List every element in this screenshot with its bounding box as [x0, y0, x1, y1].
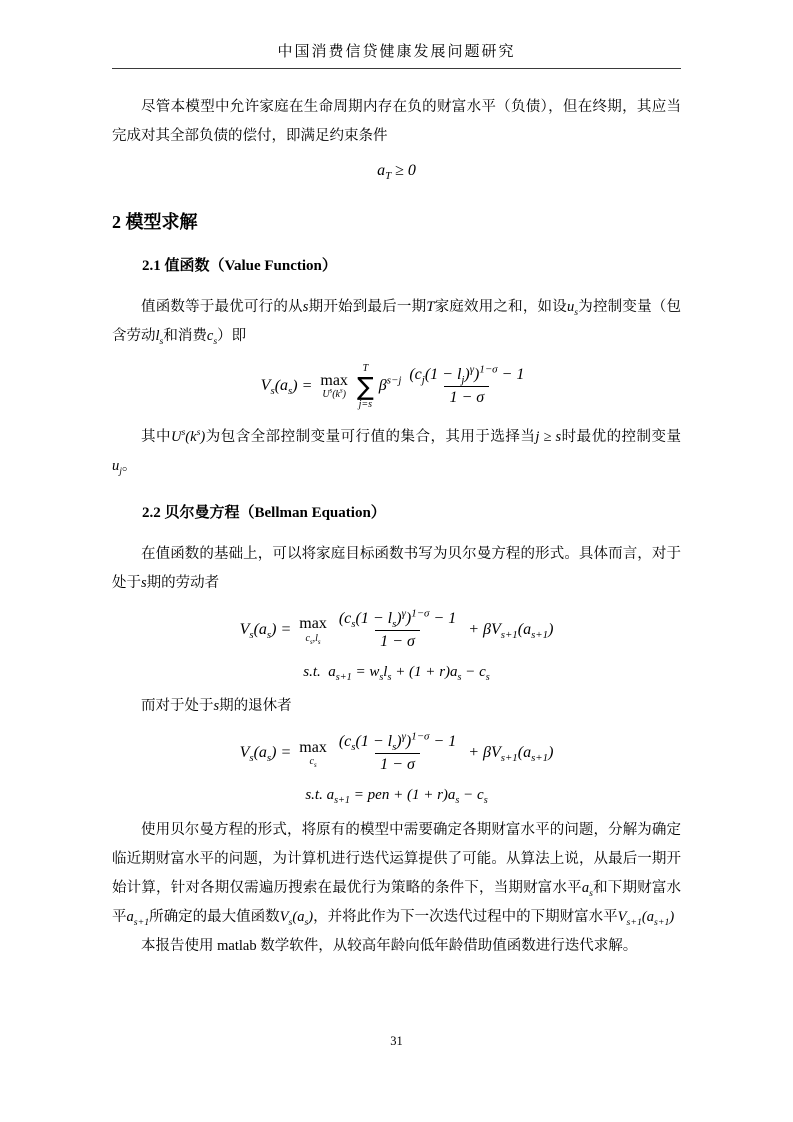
- equation-bellman-worker: $V_s(a_s)$ = max $c_s,l_s$ $\frac{(c_s(1 - l_s)^\gamma)^{1-\sigma} - 1}{1 - \sigma}$ + $\beta V_{s+1}(a_{s+1})$: [112, 608, 681, 653]
- section-heading-model-solution: 2 模型求解: [112, 211, 198, 232]
- paragraph-terminal-debt: 尽管本模型中允许家庭在生命周期内存在负的财富水平（负债），但在终期，其应当完成对其全部负债的偿付，即满足约束条件: [112, 99, 681, 144]
- header-divider: [112, 68, 681, 69]
- paragraph-iteration-method: 使用贝尔曼方程的形式，将原有的模型中需要确定各期财富水平的问题，分解为确定临近期财富水平的问题，为计算机进行迭代运算提供了可能。从算法上说，从最后一期开始计算，针对各期仅需遍历搜索在最优行为策略的条件下，当期财富水平$a_s$和下期财富水平$a_{s+1}$所确定的最大值函数$V_s(a_s)$，并将此作为下一次迭代过程中的下期财富水平$V_{s+1}(a_{s+1})$: [112, 821, 681, 928]
- paragraph-control-set: 其中$U^s(k^s)$为包含全部控制变量可行值的集合，其用于选择当j ≥ s时最优的控制变量$u_j$。: [112, 426, 682, 477]
- page-number: 31: [390, 1034, 403, 1048]
- subsection-heading-bellman: 2.2 贝尔曼方程（Bellman Equation）: [142, 504, 386, 521]
- paragraph-bellman-intro: 在值函数的基础上，可以将家庭目标函数书写为贝尔曼方程的形式。具体而言，对于处于s期的劳动者: [112, 545, 681, 591]
- subsection-heading-value-function: 2.1 值函数（Value Function）: [142, 257, 337, 274]
- equation-value-function: $V_s(a_s)$ = max $U^s(k^s)$ T ∑ j=s $\beta^{s-j}$ $\frac{(c_j(1 - l_j)^\gamma)^{1-\sigma} - 1}{1 - \sigma}$: [260, 362, 525, 411]
- equation-bellman-retiree-constraint: s.t. $a_{s+1}$ = pen + $(1 + r)a_s - c_s$: [305, 787, 488, 807]
- page-body: [112, 93, 681, 961]
- page-footer: [0, 1032, 793, 1050]
- equation-terminal-constraint: $a_T \ge 0$: [377, 162, 416, 183]
- paragraph-value-function-intro: 值函数等于最优可行的从s期开始到最后一期T家庭效用之和，如设$u_s$为控制变量（包含劳动$l_s$和消费$c_s$）即: [112, 298, 682, 347]
- paragraph-matlab: 本报告使用 matlab 数学软件，从较高年龄向低年龄借助值函数进行迭代求解。: [141, 937, 638, 954]
- paragraph-retiree-intro: 而对于处于s期的退休者: [141, 698, 292, 715]
- equation-bellman-retiree: $V_s(a_s)$ = max $c_s$ $\frac{(c_s(1 - l_s)^\gamma)^{1-\sigma} - 1}{1 - \sigma}$ + $\beta V_{s+1}(a_{s+1})$: [112, 731, 681, 776]
- equation-bellman-worker-constraint: s.t. $a_{s+1} = w_sl_s + (1 + r)a_s - c_s$: [303, 663, 490, 683]
- page-header: [112, 40, 681, 69]
- header-title: 中国消费信贷健康发展问题研究: [277, 44, 516, 60]
